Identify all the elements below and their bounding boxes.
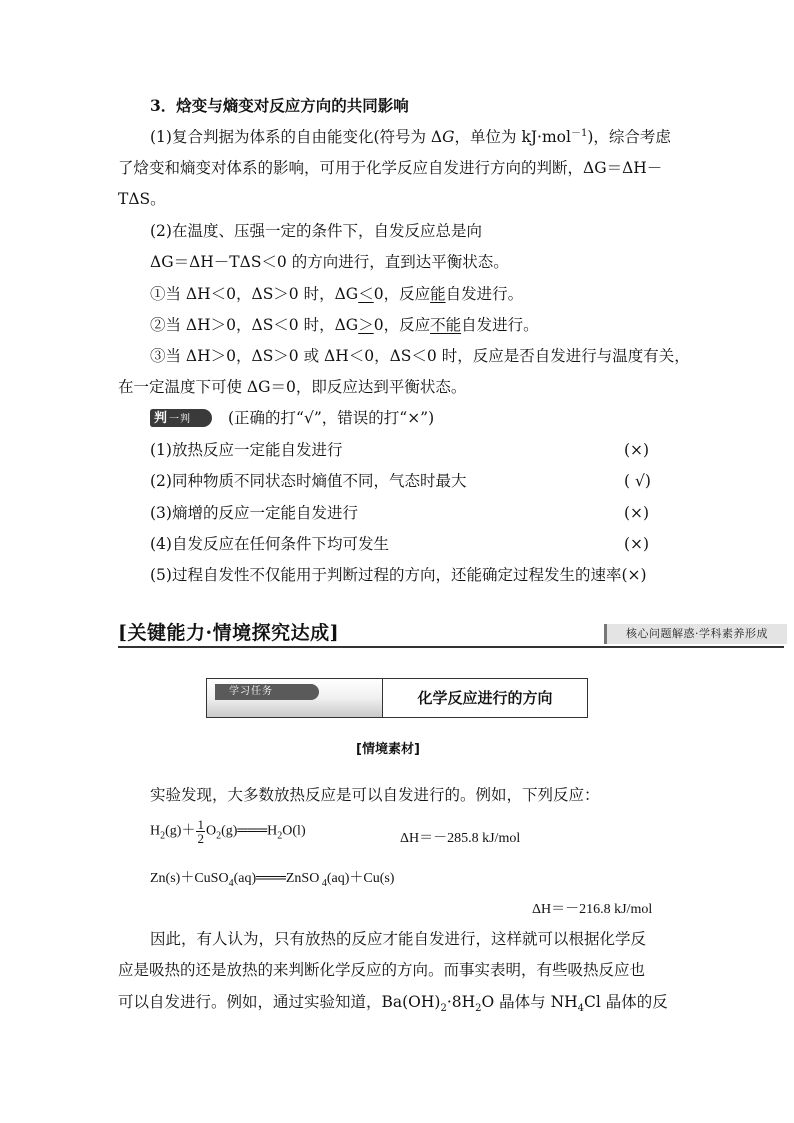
text: 能 <box>430 285 446 303</box>
text: 不能 <box>430 316 462 334</box>
text: 判 <box>154 411 168 426</box>
section-subtitle-tag: 核心问题解惑·学科素养形成 <box>604 624 787 644</box>
text: Cl 晶体的反 <box>584 993 668 1011</box>
text: 一判 <box>169 414 192 425</box>
task-box <box>206 678 588 718</box>
judge-item-answer: (×) <box>624 441 650 459</box>
judge-item-answer: ( √) <box>624 472 651 490</box>
scenario-label: [情境素材] <box>356 742 420 757</box>
material-para-line-2: 应是吸热的还是放热的来判断化学反应的方向。而事实表明，有些吸热反应也 <box>118 961 646 979</box>
paragraph-2-line-2: ΔG＝ΔH－TΔS＜0 的方向进行，直到达平衡状态。 <box>150 253 509 271</box>
text: G <box>442 128 455 146</box>
paragraph-2-line-1: (2)在温度、压强一定的条件下，自发反应总是向 <box>150 222 482 240</box>
text: ＞ <box>358 316 374 334</box>
text: ，单位为 kJ·mol <box>454 128 571 146</box>
paragraph-1-line-2: 了焓变和熵变对体系的影响，可用于化学反应自发进行方向的判断，ΔG＝ΔH－ <box>118 159 663 177</box>
section-title: [关键能力·情境探究达成] <box>118 622 340 644</box>
text: 自发进行。 <box>445 285 524 303</box>
text: ·8H <box>446 993 476 1011</box>
judge-item-text: (3)熵增的反应一定能自发进行 <box>150 504 358 522</box>
equation-2: Zn(s)＋CuSO$_4$(aq)═══ZnSO $_4$(aq)＋Cu(s) <box>150 871 395 889</box>
judge-item-text: (4)自发反应在任何条件下均可发生 <box>150 535 389 553</box>
judge-instruction: (正确的打“√”，错误的打“×”) <box>228 409 435 427</box>
judge-item-text: (2)同种物质不同状态时熵值不同，气态时最大 <box>150 472 467 490</box>
material-para-line-3: 可以自发进行。例如，通过实验知道，$Ba(OH)_2\cdot 8H_2O$ 晶体与 $NH_4Cl$ 晶体的反 <box>118 993 668 1015</box>
judge-item-answer: (×) <box>624 504 650 522</box>
text: 自发进行。 <box>461 316 539 334</box>
condition-1 <box>150 284 523 304</box>
text: 0，反应 <box>373 316 431 334</box>
text: 0，反应 <box>373 285 431 303</box>
equation-1-enthalpy: ΔH＝－285.8 kJ/mol <box>400 831 521 846</box>
text: ②当 ΔH＞0，ΔS＜0 时，ΔG <box>150 316 359 334</box>
condition-3-line-2: 在一定温度下可使 ΔG＝0，即反应达到平衡状态。 <box>118 378 467 396</box>
text: (1)复合判据为体系的自由能变化(符号为 Δ <box>150 128 443 146</box>
superscript: －1 <box>570 127 588 139</box>
task-label: 学习任务 <box>215 684 319 700</box>
equation-2-enthalpy: ΔH＝－216.8 kJ/mol <box>532 902 653 917</box>
judge-tag <box>150 409 212 427</box>
material-intro: 实验发现，大多数放热反应是可以自发进行的。例如，下列反应： <box>150 786 600 804</box>
task-title: 化学反应进行的方向 <box>417 689 553 707</box>
text: 可以自发进行。例如，通过实验知道，Ba(OH) <box>118 993 441 1011</box>
judge-item-answer: (×) <box>624 535 650 553</box>
text: ①当 ΔH＜0，ΔS＞0 时，ΔG <box>150 285 359 303</box>
paragraph-1-line-1 <box>150 127 671 147</box>
section-divider <box>118 646 784 648</box>
judge-item-text: (5)过程自发性不仅能用于判断过程的方向，还能确定过程发生的速率(×) <box>150 566 647 584</box>
equation-1: $H_2(g)+$ $\frac{1}{2}$ $O_2(g)═══H_2O(l)$ <box>150 817 306 846</box>
text: ＜ <box>358 285 374 303</box>
text: )，综合考虑 <box>587 128 671 146</box>
condition-2 <box>150 315 539 335</box>
text: O 晶体与 NH <box>481 993 578 1011</box>
judge-item-text: (1)放热反应一定能自发进行 <box>150 441 343 459</box>
task-label-cell <box>207 679 383 717</box>
condition-3-line-1: ③当 ΔH＞0，ΔS＞0 或 ΔH＜0，ΔS＜0 时，反应是否自发进行与温度有关， <box>150 347 690 365</box>
material-para-line-1: 因此，有人认为，只有放热的反应才能自发进行，这样就可以根据化学反 <box>150 930 647 948</box>
section-heading: 3．焓变与熵变对反应方向的共同影响 <box>150 96 409 115</box>
paragraph-1-line-3: TΔS。 <box>118 190 166 208</box>
